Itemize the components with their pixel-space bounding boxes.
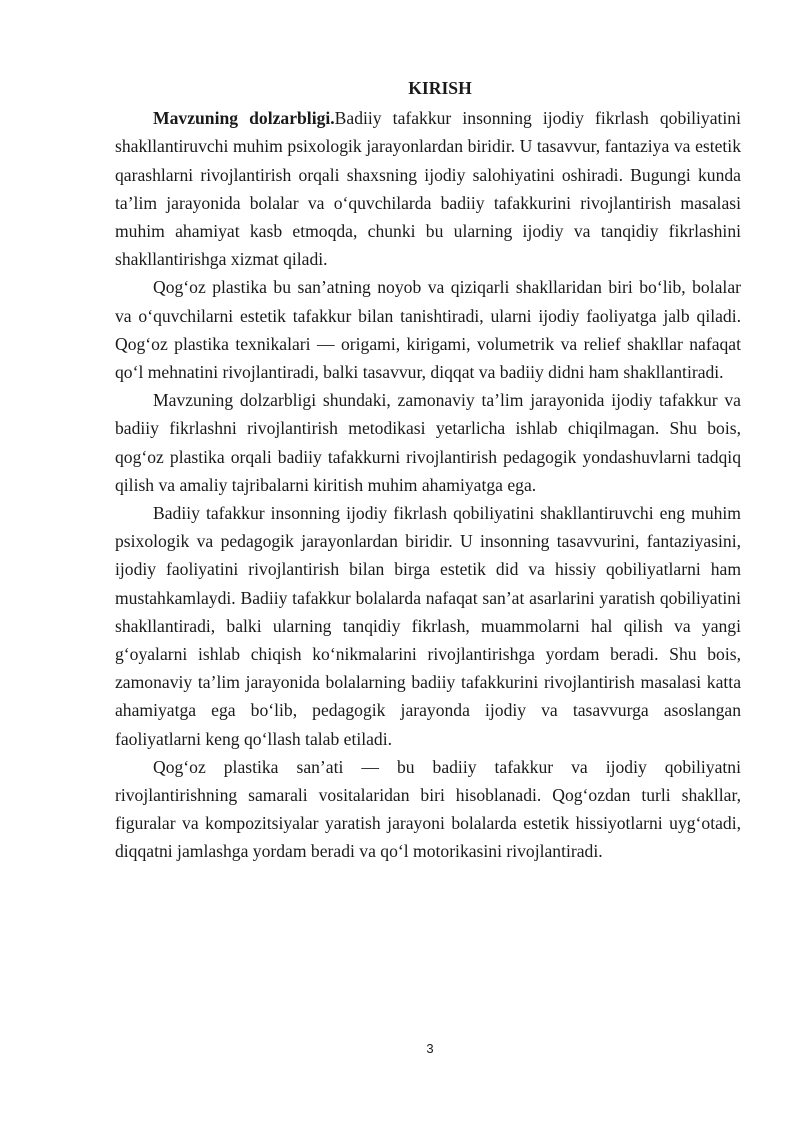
paragraph bbox=[115, 273, 741, 386]
paragraph bbox=[115, 104, 741, 273]
paragraph-text: Mavzuning dolzarbligi shundaki, zamonaviy ta’lim jarayonida ijodiy tafakkur va badiiy fikrlashni rivojlantirish metodikasi yetarlicha ishlab chiqilmagan. Shu bois, qog‘oz plastika orqali badiiy tafakkurni rivojlantirish pedagogik yondashuvlarni tadqiq qilish va amaliy tajribalarni kiritish muhim ahamiyatga ega. bbox=[115, 390, 741, 495]
paragraph-text: Qog‘oz plastika san’ati — bu badiiy tafakkur va ijodiy qobiliyatni rivojlantirishning samarali vositalaridan biri hisoblanadi. Qog‘ozdan turli shakllar, figuralar va kompozitsiyalar yaratish jarayoni bolalarda estetik hissiyotlarni uyg‘otadi, diqqatni jamlashga yordam beradi va qo‘l motorikasini rivojlantiradi. bbox=[115, 756, 741, 862]
section-heading: KIRISH bbox=[408, 78, 472, 98]
paragraph bbox=[115, 499, 741, 753]
paragraph bbox=[115, 386, 741, 499]
paragraph-lead: Mavzuning dolzarbligi. bbox=[153, 108, 335, 129]
paragraph bbox=[115, 753, 741, 866]
paragraph-text: Qog‘oz plastika bu san’atning noyob va qiziqarli shakllaridan biri bo‘lib, bolalar va o‘quvchilarni estetik tafakkur bilan tanishtiradi, ularni ijodiy faoliyatga jalb qiladi. Qog‘oz plastika texnikalari — origami, kirigami, volumetrik va relief shakllar nafaqat qo‘l mehnatini rivojlantiradi, balki tasavvur, diqqat va badiiy didni ham shakllantiradi. bbox=[115, 277, 741, 383]
page-number: 3 bbox=[426, 1041, 434, 1056]
page-content bbox=[115, 74, 741, 866]
paragraph-text: Badiiy tafakkur insonning ijodiy fikrlash qobiliyatini shakllantiruvchi eng muhim psixologik va pedagogik jarayonlardan biridir. U insonning tasavvurini, fantaziyasini, ijodiy faoliyatini rivojlantirish bilan birga estetik did va hissiy qobiliyatlarni ham mustahkamlaydi. Badiiy tafakkur bolalarda nafaqat san’at asarlarini yaratish qobiliyatini shakllantiradi, balki ularning tanqidiy fikrlash, muammolarni hal qilish va yangi g‘oyalarni ishlab chiqish ko‘nikmalarini rivojlantirishga yordam beradi. Shu bois, zamonaviy ta’lim jarayonida bolalarning badiiy tafakkurini rivojlantirish masalasi katta ahamiyatga ega bo‘lib, pedagogik jarayonda ijodiy va tasavvurga asoslangan faoliyatlarni keng qo‘llash talab etiladi. bbox=[115, 503, 741, 749]
paragraph-text: Badiiy tafakkur insonning ijodiy fikrlash qobiliyatini shakllantiruvchi muhim psixologik jarayonlardan biridir. U tasavvur, fantaziya va estetik qarashlarni rivojlantirish orqali shaxsning ijodiy salohiyatini oshiradi. Bugungi kunda ta’lim jarayonida bolalar va o‘quvchilarda badiiy tafakkurini rivojlantirish masalasi muhim ahamiyat kasb etmoqda, chunki bu ularning ijodiy va tanqidiy fikrlashini shakllantirishga xizmat qiladi. bbox=[115, 108, 741, 270]
